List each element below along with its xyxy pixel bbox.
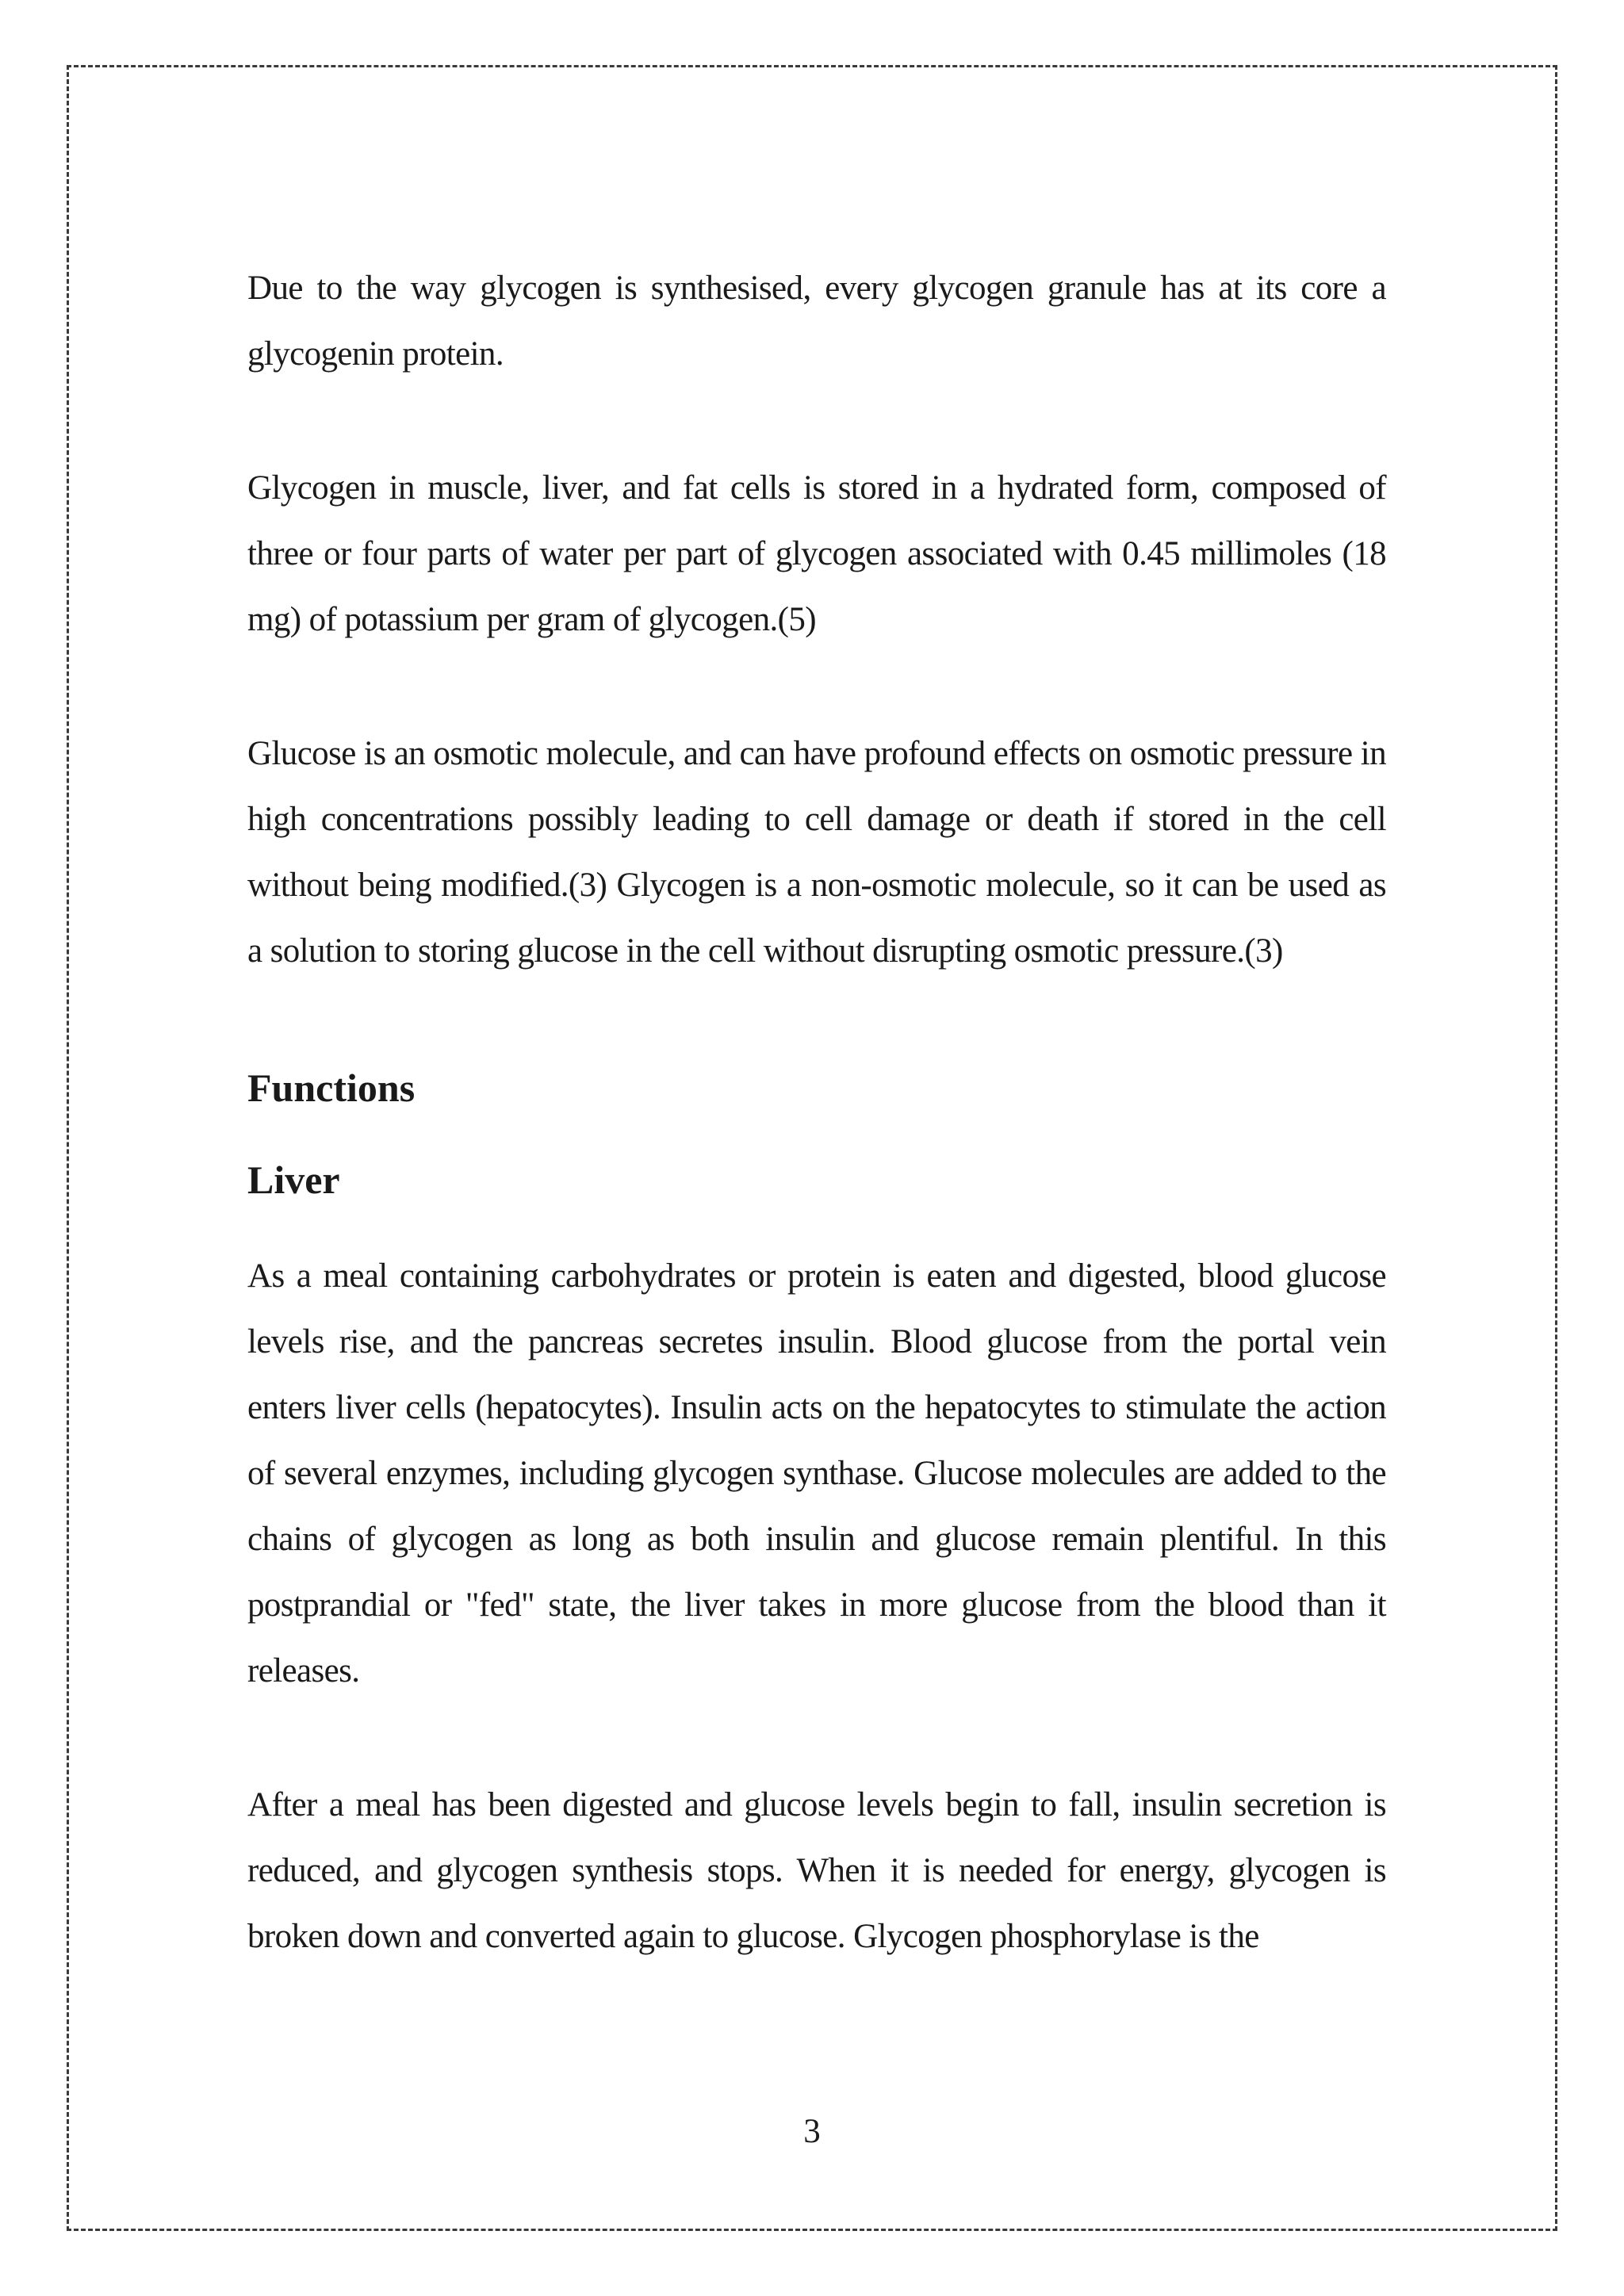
page-number: 3 — [803, 2113, 821, 2150]
heading-liver: Liver — [247, 1158, 340, 1202]
paragraph-liver-breakdown: After a meal has been digested and glucose levels begin to fall, insulin secretion is reduced, and glycogen synthesis stops. When it is needed for energy, glycogen is broken down and converted again to glucose. Glycogen phosphorylase is the — [247, 1786, 1386, 1955]
document-body — [247, 255, 1386, 1969]
paragraph-spacer — [247, 1704, 1386, 1772]
paragraph-glycogenin: Due to the way glycogen is synthesised, every glycogen granule has at its core a glycogenin protein. — [247, 270, 1386, 373]
paragraph-hydrated-form: Glycogen in muscle, liver, and fat cells is stored in a hydrated form, composed of three or four parts of water per part of glycogen associated with 0.45 millimoles (18 mg) of potassium per gram of glycogen.(5) — [247, 469, 1386, 638]
heading-functions: Functions — [247, 1066, 416, 1110]
heading-spacer — [247, 1203, 1386, 1243]
paragraph-spacer — [247, 652, 1386, 721]
paragraph-liver-fed-state: As a meal containing carbohydrates or protein is eaten and digested, blood glucose levels rise, and the pancreas secretes insulin. Blood glucose from the portal vein enters liver cells (hepatocytes). Insulin acts on the hepatocytes to stimulate the action of several enzymes, including glycogen synthase. Glucose molecules are added to the chains of glycogen as long as both insulin and glucose remain plentiful. In this postprandial or "fed" state, the liver takes in more glucose from the blood than it releases. — [247, 1257, 1386, 1689]
section-spacer — [247, 984, 1386, 1064]
paragraph-osmotic: Glucose is an osmotic molecule, and can have profound effects on osmotic pressure in high concentrations possibly leading to cell damage or death if stored in the cell without being modified.(3) Glycogen is a non-osmotic molecule, so it can be used as a solution to storing glucose in the cell without disrupting osmotic pressure.(3) — [247, 735, 1386, 970]
paragraph-spacer — [247, 387, 1386, 455]
